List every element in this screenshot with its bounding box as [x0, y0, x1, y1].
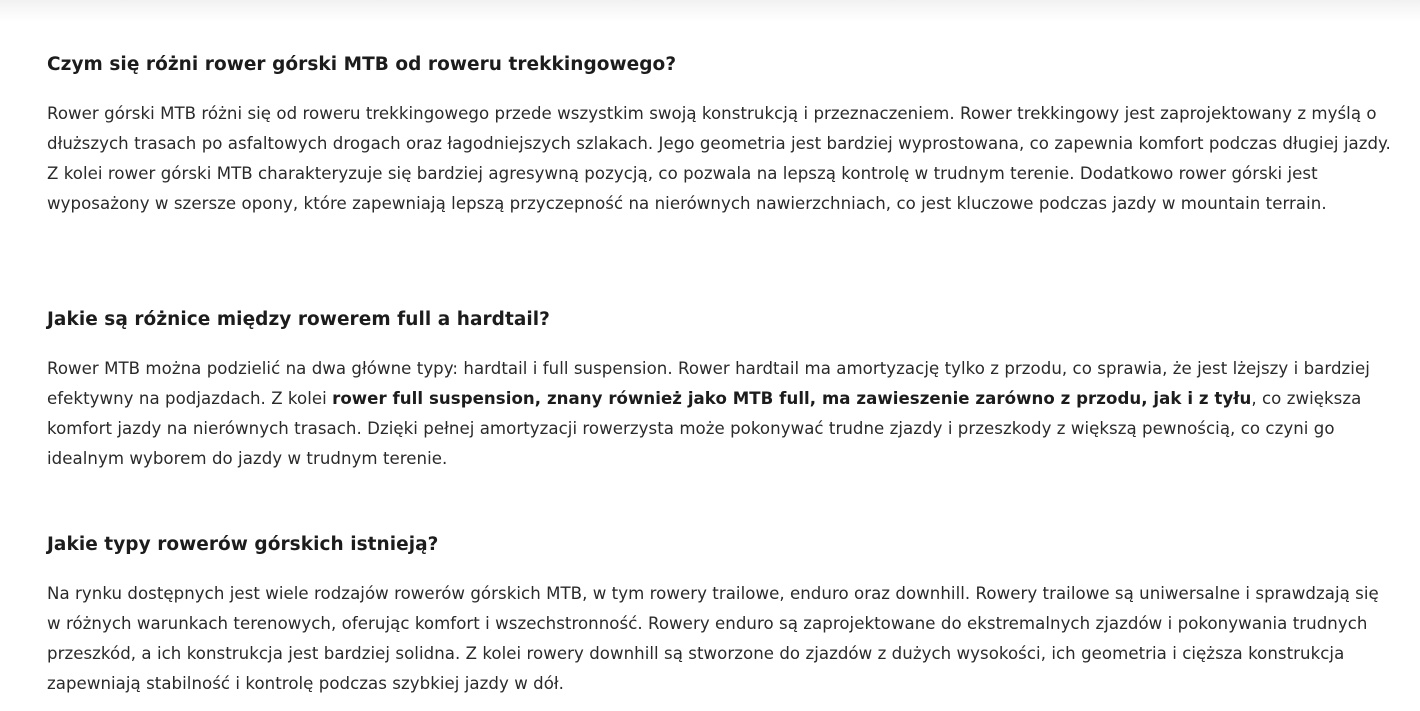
- faq-question: Jakie są różnice między rowerem full a hardtail?: [47, 309, 550, 330]
- faq-answer: [47, 354, 1397, 474]
- faq-item: [47, 306, 1397, 474]
- faq-answer-text: Rower MTB można podzielić na dwa główne typy: hardtail i full suspension. Rower hardtail ma amortyzację tylko z przodu, co sprawia, że jest lżejszy i bardziej efektywny na podjazdach. Z kolei: [47, 359, 1370, 408]
- faq-answer-text-after: , co zwiększa komfort jazdy na nierównych trasach. Dzięki pełnej amortyzacji rowerzysta może pokonywać trudne zjazdy i przeszkody z większą pewnością, co czyni go idealnym wyborem do jazdy w trudnym terenie.: [47, 389, 1362, 468]
- faq-item: [47, 531, 1397, 699]
- faq-answer-text: Na rynku dostępnych jest wiele rodzajów rowerów górskich MTB, w tym rowery trailowe, enduro oraz downhill. Rowery trailowe są uniwersalne i sprawdzają się w różnych warunkach terenowych, oferując komfort i wszechstronność. Rowery enduro są zaprojektowane do ekstremalnych zjazdów i pokonywania trudnych przeszkód, a ich konstrukcja jest bardziej solidna. Z kolei rowery downhill są stworzone do zjazdów z dużych wysokości, ich geometria i cięższa konstrukcja zapewniają stabilność i kontrolę podczas szybkiej jazdy w dół.: [47, 584, 1379, 693]
- header-shadow: [0, 0, 1420, 22]
- faq-item: [47, 51, 1397, 219]
- faq-answer-bold: rower full suspension, znany również jako MTB full, ma zawieszenie zarówno z przodu, jak i z tyłu: [332, 389, 1252, 408]
- faq-answer-text: Rower górski MTB różni się od roweru trekkingowego przede wszystkim swoją konstrukcją i przeznaczeniem. Rower trekkingowy jest zaprojektowany z myślą o dłuższych trasach po asfaltowych drogach oraz łagodniejszych szlakach. Jego geometria jest bardziej wyprostowana, co zapewnia komfort podczas długiej jazdy. Z kolei rower górski MTB charakteryzuje się bardziej agresywną pozycją, co pozwala na lepszą kontrolę w trudnym terenie. Dodatkowo rower górski jest wyposażony w szersze opony, które zapewniają lepszą przyczepność na nierównych nawierzchniach, co jest kluczowe podczas jazdy w mountain terrain.: [47, 104, 1391, 213]
- faq-answer: [47, 99, 1397, 219]
- faq-question: Czym się różni rower górski MTB od roweru trekkingowego?: [47, 54, 677, 75]
- faq-question: Jakie typy rowerów górskich istnieją?: [47, 534, 439, 555]
- faq-answer: [47, 579, 1397, 699]
